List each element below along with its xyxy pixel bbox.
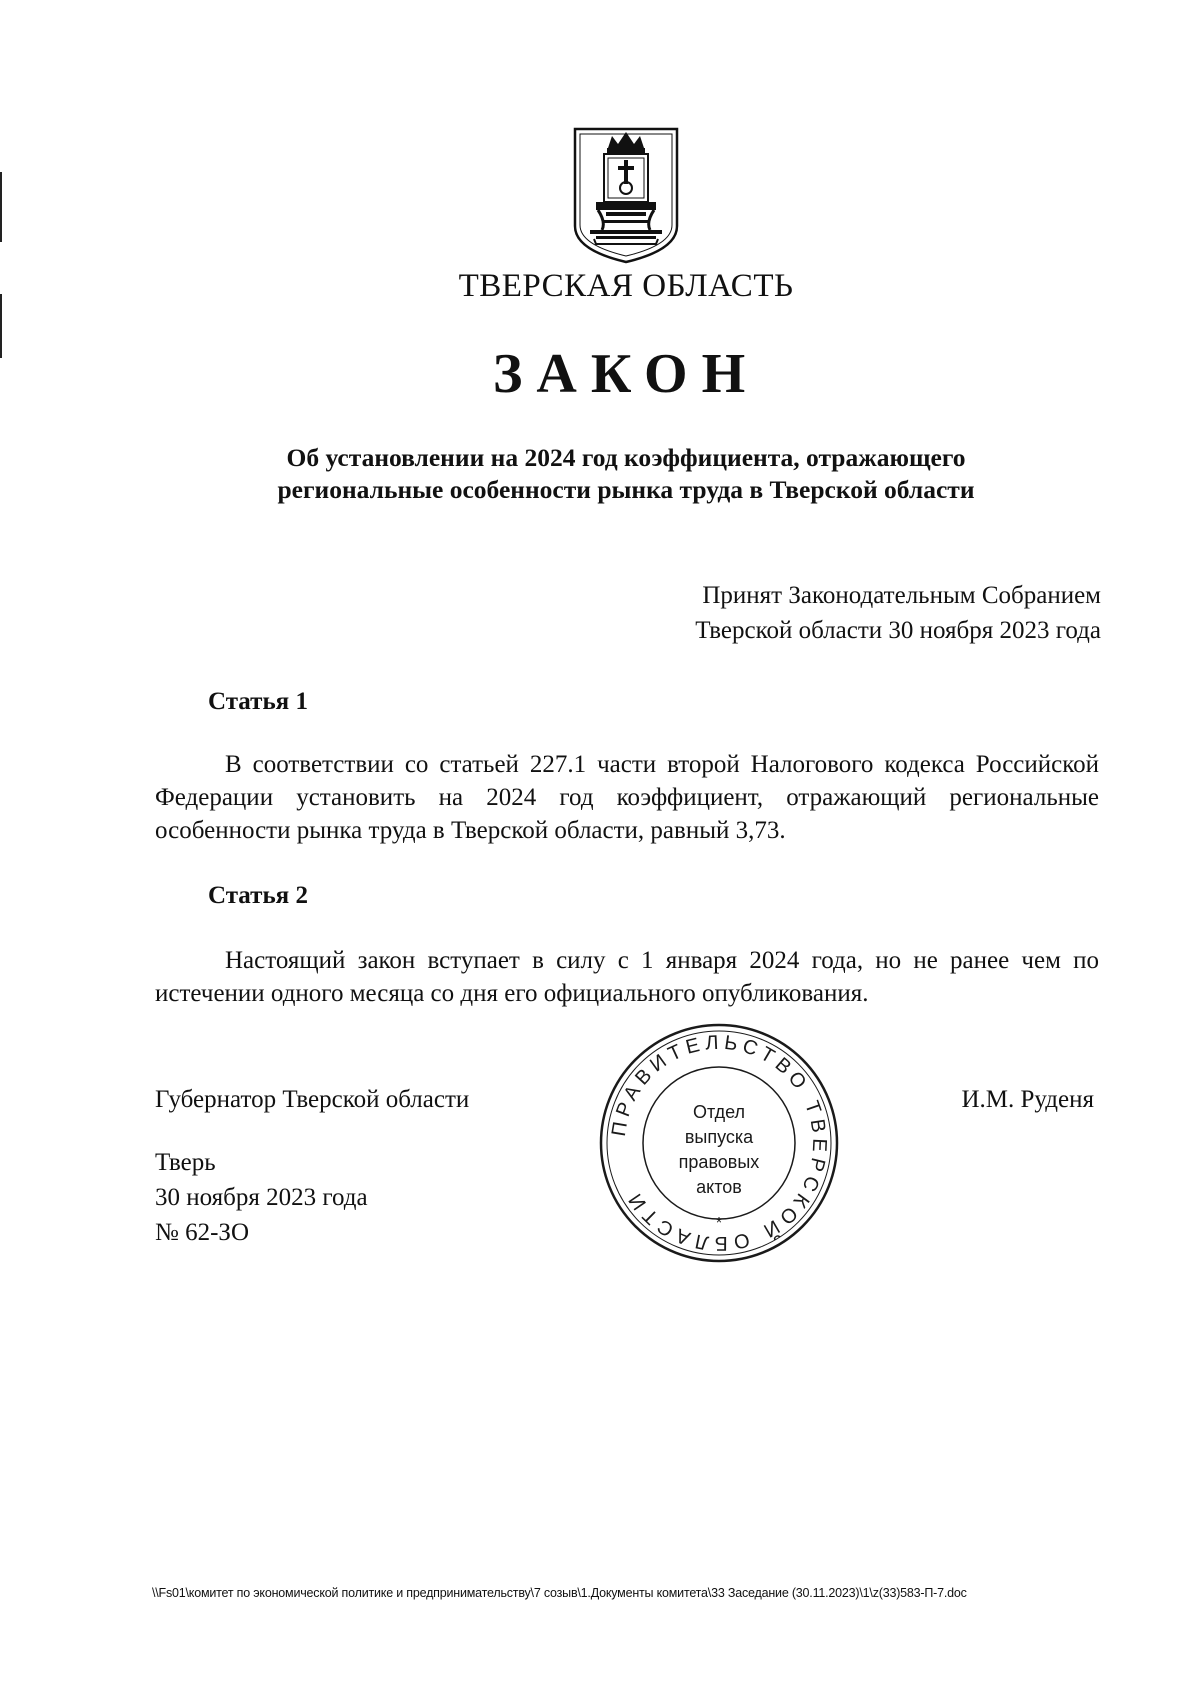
document-type-title: ЗАКОН [492, 343, 760, 405]
adoption-line-1: Принят Законодательным Собранием [702, 582, 1101, 609]
adoption-note [695, 578, 1101, 648]
tver-coat-of-arms-icon [572, 126, 680, 264]
article-2-text: Настоящий закон вступает в силу с 1 января 2024 года, но не ранее чем по истечении одного месяца со дня его официального опубликования. [155, 947, 1099, 1007]
stamp-center-line-1: Отдел [692, 1102, 746, 1122]
city: Тверь [155, 1149, 216, 1176]
law-subject-line-2: региональные особенности рынка труда в Тверской области [277, 475, 975, 504]
stamp-center-line-3: правовых [678, 1152, 760, 1172]
signing-date: 30 ноября 2023 года [155, 1184, 368, 1211]
region-title: ТВЕРСКАЯ ОБЛАСТЬ [458, 268, 794, 304]
signatory-position: Губернатор Тверской области [155, 1086, 470, 1113]
official-stamp [598, 1022, 840, 1264]
signatory-name: И.М. Руденя [961, 1086, 1094, 1113]
article-1-heading: Статья 1 [208, 688, 308, 715]
place-date-block [155, 1145, 368, 1250]
adoption-line-2: Тверской области 30 ноября 2023 года [695, 617, 1101, 644]
svg-text:*: * [715, 1215, 723, 1232]
law-subject [0, 442, 1200, 506]
article-1-text: В соответствии со статьей 227.1 части второй Налогового кодекса Российской Федерации установить на 2024 год коэффициент, отражающий региональные особенности рынка труда в Тверской области, равный 3,73. [155, 751, 1099, 844]
scan-edge-mark [0, 172, 2, 242]
stamp-center-line-4: актов [696, 1177, 742, 1197]
stamp-ring-text: ПРАВИТЕЛЬСТВО ТВЕРСКОЙ ОБЛАСТИ [607, 1031, 831, 1255]
law-subject-line-1: Об установлении на 2024 год коэффициента, отражающего [286, 443, 966, 472]
law-number: № 62-ЗО [155, 1219, 250, 1246]
stamp-center-line-2: выпуска [684, 1127, 754, 1147]
article-2-heading: Статья 2 [208, 882, 308, 909]
file-path-footer: \\Fs01\комитет по экономической политике и предпринимательству\7 созыв\1.Документы комитета\33 Заседание (30.11.2023)\1\z(33)583-П-7.doc [152, 1586, 967, 1600]
